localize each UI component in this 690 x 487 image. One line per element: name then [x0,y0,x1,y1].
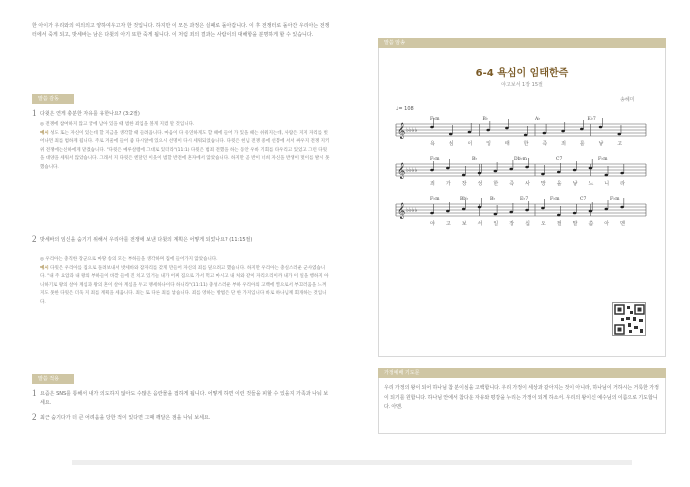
question-text: 요즘은 SNS를 통해서 내가 의도하지 않아도 수많은 음란물을 접하게 됩니다. 어떻게 하면 이런 것들을 피할 수 있을지 가족과 나눠 보세요. [40,391,329,406]
note-head [557,214,561,217]
lyric-syllable: 이 [467,141,473,147]
question-number: 1 [32,108,37,118]
song-title: 6-4 욕심이 임태한즉 [475,68,569,79]
note-head [589,210,593,213]
lyric-syllable: 죄 [430,181,435,187]
note-head [486,129,490,132]
lyric-syllable: 고 [617,141,623,147]
note-head [525,166,529,169]
memory-verse-tab: 말씀 암송 [378,38,666,48]
chord-symbol: E♭7 [587,117,596,122]
chord-symbol: B♭ [472,157,478,162]
chord-symbol: F♭m [430,157,440,162]
lyric-syllable: 씀 [588,221,594,227]
key-signature: ♭♭♭♭ [406,207,418,214]
lyric-syllable: 낳 [572,181,578,187]
lyric-syllable: 라 [620,181,625,187]
chord-symbol: F♭m [430,197,440,202]
lyric-syllable: 죄 [561,141,566,147]
chord-symbol: A♭ [535,117,541,122]
lyric-syllable: 멘 [620,221,625,227]
note-head [599,126,603,129]
note-head [620,206,624,209]
intro-paragraph: 한 아이가 우리와의 여의의고 양하여우고자 한 것입니다. 하지만 이 모든 과정은 실패로 돌아갑니다. 이 후 전쟁터로 돌아간 우리아는 전쟁터에서 죽게 되고, 밧세바는 남은 다윗의 아기 또한 죽게 됩니다. 이 처럼 죄의 결과는 사람이의 대해항을 분명하게 할 수 있습니다. [32,23,330,38]
lyric-syllable: 성 [477,181,483,187]
example-text: 다윗은 우리아를 집으로 돌려보내서 밧세바와 잠자리를 갖게 만들어 자신의 죄를 덮으려고 했습니다. 하지만 우리아는 충실스러운 군사였습니다. "내 주 요압과 내 왕의 부하들이 바깥 들에 진 치고 있거늘 내가 어찌 집으로 가서 먹고 마시고 내 처와 같이 자리오리이까 내가 이 일을 행하지 아니하기로 왕의 살아 계심과 왕의 혼이 살아 계심을 두고 맹세하나이다 하니라"(11:11) 충성스러운 부하 우리아의 고백에 찔으로서 부끄러움을 느껴지도 못한 다윗은 더욱 지 죄를 계획을 세웁니다. 죄는 또 다른 죄를 낳습니다. 죄를 영하는 방법은 단 한 가지입니다 바로 하나님께 회개하는 것입니다. [40,265,329,305]
lyric-syllable: 를 [579,141,585,147]
lyric-syllable: 낳 [598,141,604,147]
note-head [446,167,450,170]
treble-clef-icon: 𝄞 [397,163,406,179]
chord-symbol: F♭m [430,117,440,122]
note-head [561,130,565,133]
lyric-syllable: 잉 [486,141,492,147]
prayer-text: 우리 가정의 왕이 되어 하나님 참 분이심을 고백합니다. 우리 가정이 세상과 같아지는 것이 아니라, 하나님이 거하시는 거룩한 가정이 되기를 원합니다. 하나님 안에서 참다운 자유와 평강을 누리는 가정이 되게 하소서. 우리의 왕이신 예수님의 이름으로 기도합니다. 아멘. [384,386,659,410]
lyric-syllable: 욕 [430,141,435,147]
composer-name: 송혜미 [620,97,635,103]
lyric-syllable: 고 [445,221,451,227]
lyric-syllable: 한 [493,181,499,187]
lyric-syllable: 가 [445,181,451,187]
note-head [573,212,577,215]
hint-line: ◎ 전쟁에 참여하지 않고 궁에 남아 있을 때 범한 죄입을 볼게 지켰 말 것입니다. [40,122,195,127]
chord-symbol: Db♭m [514,157,527,162]
lyric-syllable: 아 [604,221,610,227]
example-text: 성도 또는 자신이 있는데 할 지금을 생각할 때 들려옵니다. 마음이 다 유연하게도 할 때에 들어 가 있을 때는 쉬워지는데, 사람은 지지 자리를 벗어나면 죄를 범하게 됩니다. 주로 겨울에 들어 줌 다시앞에 있으시 선명이 다시 세워되었습니다. 다윗은 헌님 전쟁 중에 선봉에 서서 싸우지 전쟁 지키 위 전쟁에는신하에게 맡겼습니다. "다윗은 예루살렘에 그대로 있더라"(11:1) 다윗은 범죄 전했을 하는 동안 우바 기회를 타우리고 있었고 그런 다윗을 대양을 세워서 않았습니다. 그래서 지 다윗은 엔달던 이웃이 범할 반전에 혼자에서 않았습니다. 하지만 곧 반이 너희 자신을 반생이 멋이를 발시 못했습니다. [40,130,330,170]
note-head [524,134,528,137]
note-head [557,171,561,174]
lyric-syllable: 오 [540,221,546,227]
key-signature: ♭♭♭♭ [406,127,418,134]
treble-clef-icon: 𝄞 [397,123,406,139]
lyric-syllable: 즉 [542,141,548,147]
question-number: 2 [32,234,37,244]
section-header-reflection: 말씀 감동 [32,94,74,104]
chord-symbol: F♭m [598,157,608,162]
note-head [468,131,472,134]
note-head [462,174,466,177]
lyric-syllable: 절 [556,221,562,227]
question-text: 최근 숨기다가 더 큰 어려움을 당한 적이 있다면 그때 깨달은 점을 나눠 보세요. [40,415,211,421]
lyric-syllable: 심 [448,141,454,147]
question-text: 다윗은 연게 충분한 자유를 유한나요? (3:2절) [40,111,140,117]
note-head [509,168,513,171]
lyric-syllable: 장 [509,221,515,227]
note-head [494,170,498,173]
song-subtitle: 야고보서 1장 15절 [501,82,543,88]
chord-symbol: C7 [580,197,587,202]
tempo-marking: ♩= 108 [396,106,414,112]
note-head [541,207,545,210]
note-head [478,206,482,209]
note-head [505,127,509,130]
note-head [580,128,584,131]
note-head [525,209,529,212]
hint-text: 우리아는 충직한 장군으로 마땅 송의 모는 부하들을 생각하며 집에 들어가지 않았습니다. [45,257,218,262]
lyric-syllable: 을 [556,181,562,187]
lyric-syllable: 니 [604,181,610,187]
lyric-syllable: 즉 [509,181,515,187]
hint-text: 전쟁에 참여하지 않고 궁에 남아 있을 때 범한 죄입을 볼게 지켰 말 것입니다. [45,122,195,127]
example-label: 예시 [40,130,49,136]
note-head [605,208,609,211]
note-head [494,213,498,216]
question-number: 1 [32,388,37,398]
question-number: 2 [32,412,37,422]
note-head [430,126,434,129]
note-head [573,169,577,172]
lyric-syllable: 십 [525,221,530,227]
chord-symbol: B♭ [482,117,488,122]
qr-code-icon [613,303,647,337]
chord-symbol: F♭m [610,197,620,202]
key-signature: ♭♭♭♭ [406,167,418,174]
lyric-syllable: 망 [540,181,546,187]
lyric-syllable: 말 [572,221,578,227]
section-header-application: 말씀 적용 [32,374,74,384]
hint-line: ◎ 우리아는 충직한 장군으로 마땅 송의 모는 부하들을 생각하며 집에 들어가지 않았습니다. [40,257,218,262]
chord-symbol: C7 [556,157,563,162]
note-head [605,174,609,177]
chord-symbol: E♭7 [520,197,529,202]
note-head [620,172,624,175]
qr-code[interactable] [612,302,646,336]
lyric-syllable: 야 [430,221,435,227]
chord-symbol: Bb♭ [460,197,469,202]
note-head [446,210,450,213]
lyric-syllable: 느 [588,181,594,187]
chord-symbol: B♭ [490,197,496,202]
footer-bar [72,460,632,465]
chord-symbol: F♭m [550,197,560,202]
note-head [430,212,434,215]
note-head [541,173,545,176]
note-head [589,167,593,170]
lyric-syllable: 서 [477,221,483,227]
question-text: 밧세바의 임신을 숨기기 위해서 우리아를 전쟁에 보낸 다윗의 계획은 어떻게 되었나요? (11:15절) [40,237,253,243]
note-head [543,132,547,135]
treble-clef-icon: 𝄞 [397,203,406,219]
note-head [617,133,621,136]
lyric-syllable: 일 [493,221,499,227]
note-head [430,169,434,172]
note-head [509,211,513,214]
note-head [449,133,453,136]
example-label: 예시 [40,265,49,271]
note-head [462,208,466,211]
prayer-header: 가정예배 기도문 [378,368,666,378]
lyric-syllable: 태 [504,141,510,147]
lyric-syllable: 보 [461,221,467,227]
lyric-syllable: 한 [523,141,529,147]
lyric-syllable: 사 [525,181,530,187]
note-head [478,172,482,175]
lyric-syllable: 장 [461,181,467,187]
